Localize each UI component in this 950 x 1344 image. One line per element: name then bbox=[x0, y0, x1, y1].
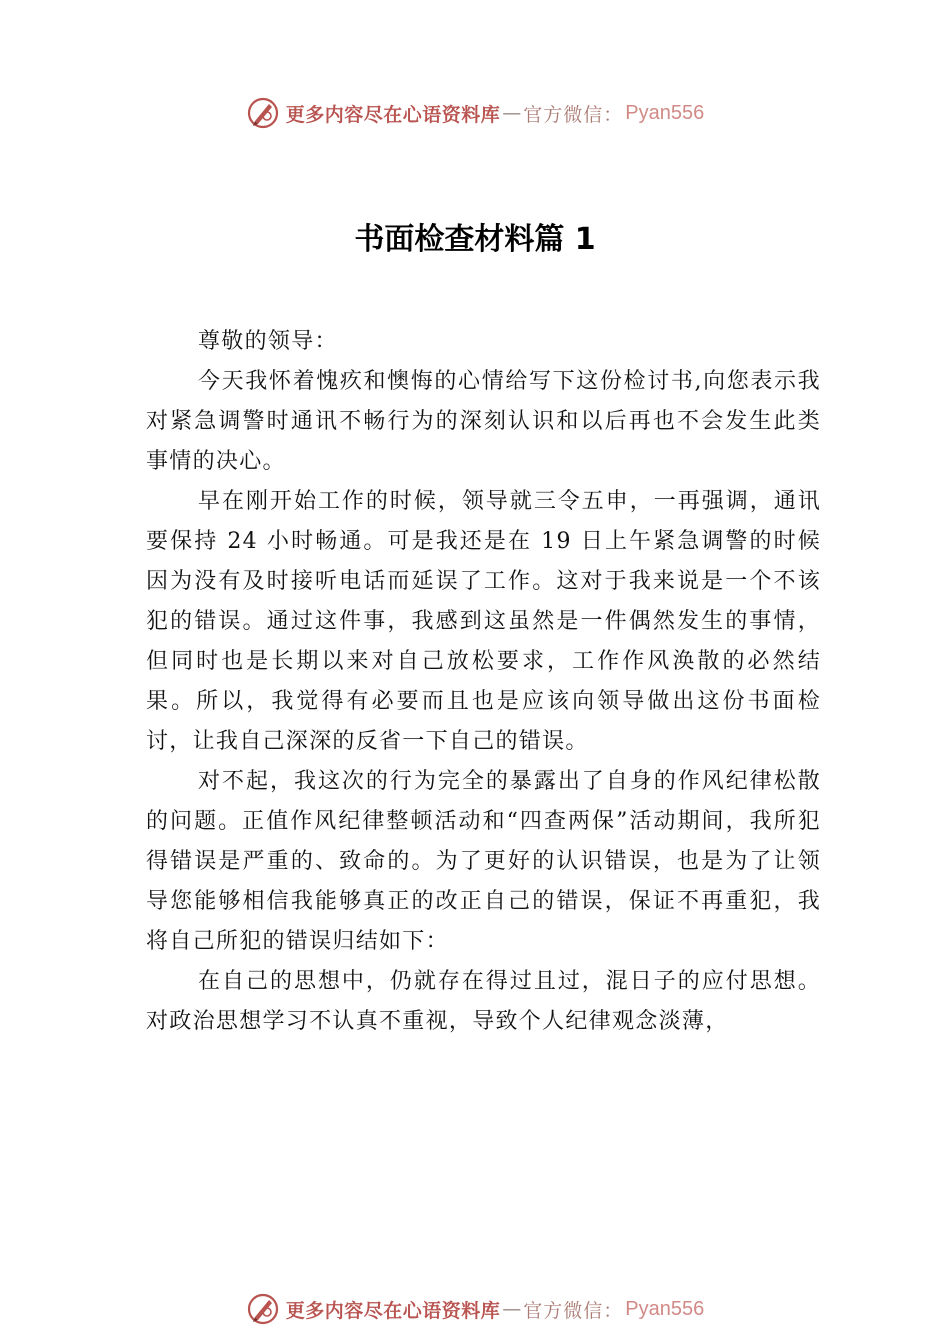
banner-official-label: 官方微信： bbox=[523, 103, 624, 126]
banner-dash: — bbox=[502, 1298, 522, 1320]
paragraph: 今天我怀着愧疚和懊悔的心情给写下这份检讨书,向您表示我对紧急调警时通讯不畅行为的深刻认识和以后再也不会发生此类事情的决心。 bbox=[146, 369, 821, 474]
paragraph: 早在刚开始工作的时候，领导就三令五申，一再强调，通讯要保持 24 小时畅通。可是我还是在 19 日上午紧急调警的时候因为没有及时接听电话而延误了工作。这对于我来说是一个不该犯的错误。通过这件事，我感到这虽然是一件偶然发生的事情，但同时也是长期以来对自己放松要求，工作作风涣散的必然结果。所以，我觉得有必要而且也是应该向领导做出这份书面检讨，让我自己深深的反省一下自己的错误。 bbox=[146, 489, 821, 754]
pen-logo-icon bbox=[246, 1292, 280, 1326]
banner-slogan: 更多内容尽在心语资料库 bbox=[285, 103, 501, 126]
pen-logo-icon bbox=[246, 96, 280, 130]
salutation: 尊敬的领导： bbox=[198, 329, 338, 354]
banner-wechat-id: Pyan556 bbox=[625, 1297, 705, 1320]
banner-slogan: 更多内容尽在心语资料库 bbox=[285, 1299, 501, 1322]
banner-dash: — bbox=[502, 102, 522, 124]
paragraph: 对不起，我这次的行为完全的暴露出了自身的作风纪律松散的问题。正值作风纪律整顿活动和“四查两保”活动期间，我所犯得错误是严重的、致命的。为了更好的认识错误，也是为了让领导您能够相信我能够真正的改正自己的错误，保证不再重犯，我将自己所犯的错误归结如下： bbox=[146, 769, 821, 954]
footer-banner bbox=[0, 1289, 950, 1329]
document-title: 书面检查材料篇 1 bbox=[354, 222, 596, 257]
banner-official-label: 官方微信： bbox=[523, 1299, 624, 1322]
header-banner bbox=[0, 93, 950, 133]
paragraph: 在自己的思想中，仍就存在得过且过，混日子的应付思想。对政治思想学习不认真不重视，导致个人纪律观念淡薄， bbox=[146, 969, 821, 1034]
banner-wechat-id: Pyan556 bbox=[625, 101, 705, 124]
document-body bbox=[146, 322, 821, 1042]
